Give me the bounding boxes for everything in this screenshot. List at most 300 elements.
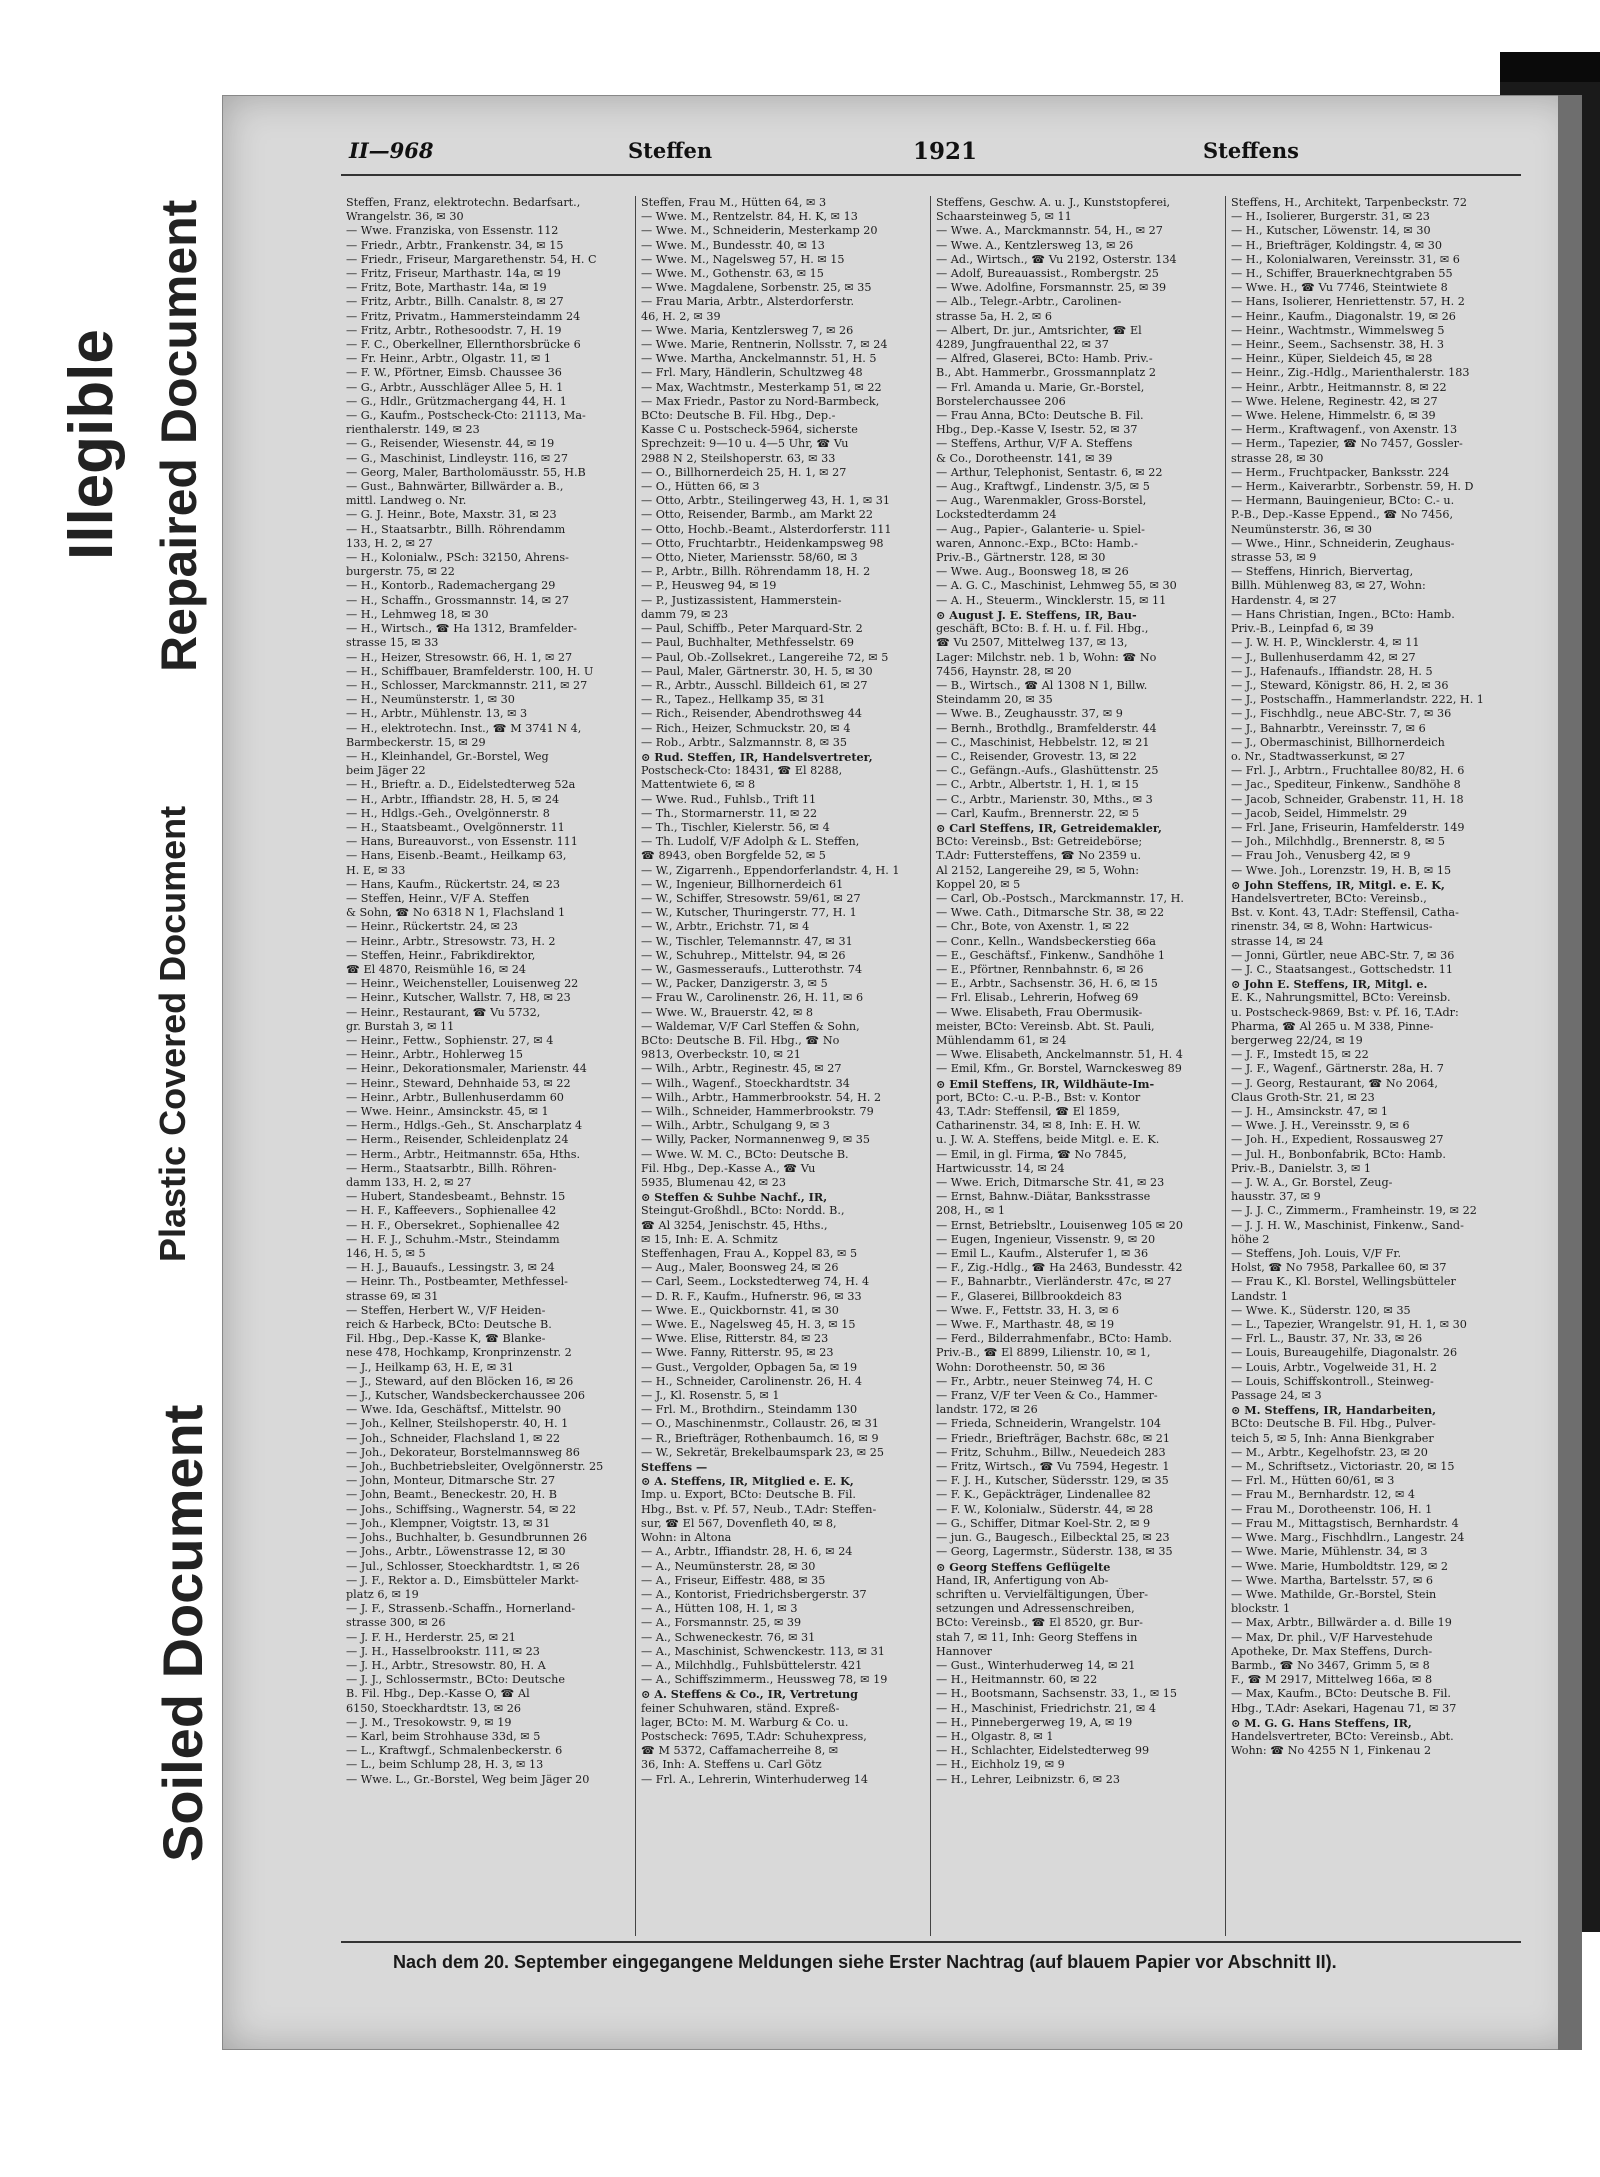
directory-entry: — Wwe. A., Kentzlersweg 13, ✉ 26: [936, 238, 1134, 252]
directory-entry: — Otto, Reisender, Barmb., am Markt 22: [641, 508, 874, 522]
running-head-right: Steffens: [1203, 138, 1299, 163]
directory-entry: — Wwe. Elisabeth, Anckelmannstr. 51, H. 4: [936, 1048, 1183, 1062]
directory-entry: — Hans, Kaufm., Rückertstr. 24, ✉ 23: [346, 877, 560, 891]
directory-entry: — Johs., Buchhalter, b. Gesundbrunnen 26: [346, 1531, 588, 1545]
directory-entry: — H., Isolierer, Burgerstr. 31, ✉ 23: [1231, 210, 1430, 224]
label-illegible: Illegible: [57, 329, 126, 560]
directory-entry: — Louis, Bureaugehilfe, Diagonalstr. 26: [1231, 1346, 1458, 1360]
directory-entry: — W., Packer, Danzigerstr. 3, ✉ 5: [641, 977, 828, 991]
directory-entry: schriften u. Vervielfältigungen, Über-: [936, 1587, 1149, 1601]
directory-entry: — Albert, Dr. jur., Amtsrichter, ☎ El: [936, 323, 1142, 337]
directory-entry: beim Jäger 22: [346, 764, 426, 778]
directory-entry: — Louis, Arbtr., Vogelweide 31, H. 2: [1231, 1360, 1438, 1374]
directory-entry: — G., Maschinist, Lindleystr. 116, ✉ 27: [346, 451, 568, 465]
directory-entry: — Franz, V/F ter Veen & Co., Hammer-: [936, 1389, 1158, 1403]
directory-entry: — Wwe. E., Nagelsweg 45, H. 3, ✉ 15: [641, 1318, 856, 1332]
directory-entry: — Wwe. Elisabeth, Frau Obermusik-: [936, 1005, 1143, 1019]
directory-entry: — Steffens, Joh. Louis, V/F Fr.: [1231, 1247, 1402, 1261]
directory-entry: — Frl. L., Baustr. 37, Nr. 33, ✉ 26: [1231, 1332, 1423, 1346]
directory-entry: — Frau W., Carolinenstr. 26, H. 11, ✉ 6: [641, 991, 864, 1005]
directory-entry: 5935, Blumenau 42, ✉ 23: [641, 1176, 786, 1190]
label-soiled-document: Soiled Document: [151, 1404, 214, 1862]
directory-entry: — Wwe. M., Schneiderin, Mesterkamp 20: [641, 224, 878, 238]
directory-entry: — Fritz, Arbtr., Rothesoodstr. 7, H. 19: [346, 323, 562, 337]
directory-entry: — H., Kolonialwaren, Vereinsstr. 31, ✉ 6: [1231, 252, 1460, 266]
directory-entry: — G., Schiffer, Ditmar Koel-Str. 2, ✉ 9: [936, 1516, 1151, 1530]
directory-entry: — Jonni, Gürtler, neue ABC-Str. 7, ✉ 36: [1231, 948, 1455, 962]
directory-entry: ⊙ August J. E. Steffens, IR, Bau-: [936, 607, 1137, 622]
directory-entry: — C., Arbtr., Marienstr. 30, Mths., ✉ 3: [936, 792, 1153, 806]
directory-entry: — Heinr., Seem., Sachsenstr. 38, H. 3: [1231, 338, 1445, 352]
directory-column-1: [341, 196, 636, 1936]
directory-entry: — Wwe. Adolfine, Forsmannstr. 25, ✉ 39: [936, 281, 1167, 295]
directory-entry: — H. J., Bauaufs., Lessingstr. 3, ✉ 24: [346, 1261, 555, 1275]
directory-entry: — Wwe. H., ☎ Vu 7746, Steintwiete 8: [1231, 281, 1448, 295]
directory-entry: platz 6, ✉ 19: [346, 1587, 419, 1601]
directory-entry: 7456, Haynstr. 28, ✉ 20: [936, 664, 1072, 678]
directory-entry: — H., Staatsarbtr., Billh. Röhrendamm: [346, 522, 566, 536]
directory-entry: — J., Postschaffn., Hammerlandstr. 222, H. 1: [1231, 693, 1484, 707]
directory-entry: — Heinr., Rückertstr. 24, ✉ 23: [346, 920, 518, 934]
directory-entry: — J., Bullenhuserdamm 42, ✉ 27: [1231, 650, 1416, 664]
directory-entry: ⊙ Steffen & Suhbe Nachf., IR,: [641, 1190, 828, 1205]
directory-entry: — Ferd., Bilderrahmenfabr., BCto: Hamb.: [936, 1332, 1172, 1346]
directory-entry: — Wilh., Arbtr., Reginestr. 45, ✉ 27: [641, 1062, 842, 1076]
directory-entry: setzungen und Adressenschreiben,: [936, 1602, 1135, 1616]
directory-entry: Barmb., ☎ No 3467, Grimm 5, ✉ 8: [1231, 1658, 1430, 1672]
directory-entry: — Wwe. K., Süderstr. 120, ✉ 35: [1231, 1303, 1411, 1317]
directory-entry: — Fr., Arbtr., neuer Steinweg 74, H. C: [936, 1374, 1153, 1388]
directory-entry: — C., Gefängn.-Aufs., Glashüttenstr. 25: [936, 764, 1159, 778]
directory-entry: Schaarsteinweg 5, ✉ 11: [936, 210, 1072, 224]
directory-entry: — Herm., Fruchtpacker, Banksstr. 224: [1231, 465, 1450, 479]
directory-entry: strasse 53, ✉ 9: [1231, 551, 1317, 565]
directory-entry: — Georg, Lagermstr., Süderstr. 138, ✉ 35: [936, 1545, 1173, 1559]
directory-entry: — Steffen, Heinr., V/F A. Steffen: [346, 891, 530, 905]
directory-entry: — L., beim Schlump 28, H. 3, ✉ 13: [346, 1758, 544, 1772]
directory-entry: — Wwe. Helene, Reginestr. 42, ✉ 27: [1231, 394, 1438, 408]
directory-entry: lager, BCto: M. M. Warburg & Co. u.: [641, 1715, 849, 1729]
directory-entry: — Frieda, Schneiderin, Wrangelstr. 104: [936, 1417, 1161, 1431]
directory-entry: — J. F., Wagenf., Gärtnerstr. 28a, H. 7: [1231, 1062, 1444, 1076]
directory-entry: ⊙ John Steffens, IR, Mitgl. e. E. K,: [1231, 877, 1445, 892]
directory-entry: — E., Arbtr., Sachsenstr. 36, H. 6, ✉ 15: [936, 977, 1158, 991]
directory-entry: Al 2152, Langereihe 29, ✉ 5, Wohn:: [936, 863, 1139, 877]
directory-entry: — Fritz, Arbtr., Billh. Canalstr. 8, ✉ 27: [346, 295, 564, 309]
directory-entry: — Paul, Ob.-Zollsekret., Langereihe 72, ✉ 5: [641, 650, 889, 664]
directory-entry: — Gust., Vergolder, Opbagen 5a, ✉ 19: [641, 1360, 858, 1374]
directory-entry: — Joh., Schneider, Flachsland 1, ✉ 22: [346, 1431, 561, 1445]
directory-entry: — Wwe. Marie, Mühlenstr. 34, ✉ 3: [1231, 1545, 1428, 1559]
directory-entry: Pharma, ☎ Al 265 u. M 338, Pinne-: [1231, 1019, 1434, 1033]
directory-entry: — Joh., Milchhdlg., Brennerstr. 8, ✉ 5: [1231, 835, 1446, 849]
directory-entry: — Alb., Telegr.-Arbtr., Carolinen-: [936, 295, 1122, 309]
directory-entry: — J., Steward, Königstr. 86, H. 2, ✉ 36: [1231, 678, 1449, 692]
directory-entry: & Sohn, ☎ No 6318 N 1, Flachsland 1: [346, 906, 566, 920]
directory-entry: — Wwe. Magdalene, Sorbenstr. 25, ✉ 35: [641, 281, 872, 295]
directory-entry: — J. F., Strassenb.-Schaffn., Hornerland-: [346, 1602, 576, 1616]
directory-entry: — H. F. J., Schuhm.-Mstr., Steindamm: [346, 1232, 560, 1246]
directory-entry: ⊙ John E. Steffens, IR, Mitgl. e.: [1231, 977, 1428, 992]
directory-entry: — Frl. M., Hütten 60/61, ✉ 3: [1231, 1474, 1395, 1488]
directory-entry: Bst. v. Kont. 43, T.Adr: Steffensil, Catha-: [1231, 906, 1459, 920]
directory-entry: — Paul, Maler, Gärtnerstr. 30, H. 5, ✉ 30: [641, 664, 873, 678]
directory-entry: Kasse C u. Postscheck-5964, sicherste: [641, 423, 858, 437]
directory-entry: — Emil, in gl. Firma, ☎ No 7845,: [936, 1147, 1127, 1161]
directory-entry: Wrangelstr. 36, ✉ 30: [346, 210, 464, 224]
directory-entry: — Jacob, Seidel, Himmelstr. 29: [1231, 806, 1407, 820]
directory-entry: — Heinr., Steward, Dehnhaide 53, ✉ 22: [346, 1076, 571, 1090]
directory-entry: — F. W., Kolonialw., Süderstr. 44, ✉ 28: [936, 1502, 1154, 1516]
directory-entry: P.-B., Dep.-Kasse Eppend., ☎ No 7456,: [1231, 508, 1454, 522]
directory-entry: — O., Maschinenmstr., Collaustr. 26, ✉ 31: [641, 1417, 879, 1431]
directory-entry: — A., Friseur, Eiffestr. 488, ✉ 35: [641, 1573, 826, 1587]
directory-entry: burgerstr. 75, ✉ 22: [346, 565, 455, 579]
directory-entry: — H. F., Obersekret., Sophienallee 42: [346, 1218, 560, 1232]
directory-entry: — A., Arbtr., Iffiandstr. 28, H. 6, ✉ 24: [641, 1545, 853, 1559]
directory-entry: Catharinenstr. 34, ✉ 8, Inh: E. H. W.: [936, 1119, 1141, 1133]
directory-entry: teich 5, ✉ 5, Inh: Anna Bienkgraber: [1231, 1431, 1434, 1445]
directory-entry: — Frau Anna, BCto: Deutsche B. Fil.: [936, 409, 1144, 423]
directory-entry: — Jul. H., Bonbonfabrik, BCto: Hamb.: [1231, 1147, 1446, 1161]
directory-entry: — H., Maschinist, Friedrichstr. 21, ✉ 4: [936, 1701, 1156, 1715]
directory-entry: BCto: Deutsche B. Fil. Hbg., Pulver-: [1231, 1417, 1436, 1431]
directory-entry: — A., Schweneckestr. 76, ✉ 31: [641, 1630, 816, 1644]
directory-entry: — Louis, Schiffskontroll., Steinweg-: [1231, 1374, 1434, 1388]
directory-entry: — Frl. Jane, Friseurin, Hamfelderstr. 149: [1231, 820, 1465, 834]
page-edge-shadow: [1558, 95, 1582, 2050]
directory-entry: — H. F., Kaffeevers., Sophienallee 42: [346, 1204, 557, 1218]
directory-entry: 208, H., ✉ 1: [936, 1204, 1005, 1218]
directory-entry: — Wwe. Fanny, Ritterstr. 95, ✉ 23: [641, 1346, 834, 1360]
directory-entry: — Max, Kaufm., BCto: Deutsche B. Fil.: [1231, 1687, 1451, 1701]
directory-entry: B., Abt. Hammerbr., Grossmannplatz 2: [936, 366, 1156, 380]
directory-entry: — A. H., Steuerm., Wincklerstr. 15, ✉ 11: [936, 593, 1167, 607]
directory-entry: — F. C., Oberkellner, Ellernthorsbrücke 6: [346, 338, 581, 352]
directory-entry: — G., Kaufm., Postscheck-Cto: 21113, Ma-: [346, 409, 586, 423]
directory-entry: — Joh. H., Expedient, Rossausweg 27: [1231, 1133, 1444, 1147]
directory-entry: — H., Kleinhandel, Gr.-Borstel, Weg: [346, 749, 549, 763]
directory-entry: — jun. G., Baugesch., Eilbecktal 25, ✉ 23: [936, 1531, 1170, 1545]
directory-entry: — Frau Maria, Arbtr., Alsterdorferstr.: [641, 295, 855, 309]
directory-entry: — Max, Wachtmstr., Mesterkamp 51, ✉ 22: [641, 380, 882, 394]
directory-entry: — R., Briefträger, Rothenbaumch. 16, ✉ 9: [641, 1431, 879, 1445]
directory-entry: — Jac., Spediteur, Finkenw., Sandhöhe 8: [1231, 778, 1461, 792]
directory-entry: — Th., Stormarnerstr. 11, ✉ 22: [641, 806, 818, 820]
directory-entry: 146, H. 5, ✉ 5: [346, 1247, 426, 1261]
directory-entry: — Wwe. F., Fettstr. 33, H. 3, ✉ 6: [936, 1303, 1119, 1317]
directory-entry: E. K., Nahrungsmittel, BCto: Vereinsb.: [1231, 991, 1451, 1005]
directory-entry: u. Postscheck-9869, Bst: v. Pf. 16, T.Adr:: [1231, 1005, 1459, 1019]
directory-entry: — Th. Ludolf, V/F Adolph & L. Steffen,: [641, 835, 860, 849]
directory-entry: — Gust., Bahnwärter, Billwärder a. B.,: [346, 480, 564, 494]
directory-entry: — H., Kontorb., Rademachergang 29: [346, 579, 556, 593]
directory-entry: — Herm., Arbtr., Heitmannstr. 65a, Hths.: [346, 1147, 580, 1161]
directory-entry: — Heinr. Th., Postbeamter, Methfessel-: [346, 1275, 568, 1289]
directory-entry: ⊙ M. G. G. Hans Steffens, IR,: [1231, 1715, 1412, 1730]
directory-entry: — Carl, Kaufm., Brennerstr. 22, ✉ 5: [936, 806, 1140, 820]
directory-entry: blockstr. 1: [1231, 1602, 1291, 1616]
directory-entry: — J. W. A., Gr. Borstel, Zeug-: [1231, 1176, 1393, 1190]
directory-entry: Postscheck-Cto: 18431, ☎ El 8288,: [641, 764, 843, 778]
directory-entry: — Otto, Hochb.-Beamt., Alsterdorferstr. 111: [641, 522, 892, 536]
directory-entry: — W., Zigarrenh., Eppendorferlandstr. 4, H. 1: [641, 863, 900, 877]
directory-entry: — Heinr., Restaurant, ☎ Vu 5732,: [346, 1005, 541, 1019]
directory-entry: — Wilh., Schneider, Hammerbrookstr. 79: [641, 1105, 874, 1118]
directory-entry: ⊙ A. Steffens & Co., IR, Vertretung: [641, 1687, 859, 1702]
directory-entry: — Hubert, Standesbeamt., Behnstr. 15: [346, 1190, 566, 1204]
directory-entry: Lockstedterdamm 24: [936, 508, 1057, 522]
directory-entry: — Heinr., Dekorationsmaler, Marienstr. 44: [346, 1062, 587, 1076]
directory-entry: — Friedr., Arbtr., Frankenstr. 34, ✉ 15: [346, 238, 564, 252]
directory-entry: waren, Annonc.-Exp., BCto: Hamb.-: [936, 536, 1138, 550]
directory-entry: — W., Schuhrep., Mittelstr. 94, ✉ 26: [641, 948, 846, 962]
directory-entry: — H., Bootsmann, Sachsenstr. 33, 1., ✉ 15: [936, 1687, 1178, 1701]
directory-entry: Lager: Milchstr. neb. 1 b, Wohn: ☎ No: [936, 650, 1157, 664]
directory-entry: — Heinr., Arbtr., Stresowstr. 73, H. 2: [346, 934, 556, 948]
directory-entry: BCto: Deutsche B. Fil. Hbg., Dep.-: [641, 409, 836, 423]
directory-entry: — Ad., Wirtsch., ☎ Vu 2192, Osterstr. 134: [936, 252, 1177, 266]
directory-entry: — P., Heusweg 94, ✉ 19: [641, 579, 777, 593]
directory-entry: — Aug., Warenmakler, Gross-Borstel,: [936, 494, 1147, 508]
directory-entry: — H., Heitmannstr. 60, ✉ 22: [936, 1673, 1098, 1687]
directory-entry: — Frl. Elisab., Lehrerin, Hofweg 69: [936, 991, 1139, 1005]
directory-entry: Hannover: [936, 1644, 992, 1658]
directory-entry: Barmbeckerstr. 15, ✉ 29: [346, 735, 486, 749]
directory-entry: — W., Gasmesseraufs., Lutterothstr. 74: [641, 962, 863, 976]
directory-entry: — Wwe. M., Nagelsweg 57, H. ✉ 15: [641, 252, 845, 266]
directory-entry: — J. H., Arbtr., Stresowstr. 80, H. A: [346, 1658, 546, 1672]
directory-entry: — Heinr., Küper, Sieldeich 45, ✉ 28: [1231, 352, 1433, 366]
directory-entry: — Hans, Eisenb.-Beamt., Heilkamp 63,: [346, 849, 567, 863]
directory-entry: — F., Glaserei, Billbrookdeich 83: [936, 1289, 1122, 1303]
directory-entry: — H., elektrotechn. Inst., ☎ M 3741 N 4,: [346, 721, 582, 735]
directory-entry: — Wwe. M., Gothenstr. 63, ✉ 15: [641, 267, 824, 281]
directory-entry: hausstr. 37, ✉ 9: [1231, 1190, 1321, 1204]
directory-entry: feiner Schuhwaren, ständ. Expreß-: [641, 1701, 840, 1715]
directory-entry: — B., Wirtsch., ☎ Al 1308 N 1, Billw.: [936, 678, 1148, 692]
directory-entry: — Frl. M., Brothdirn., Steindamm 130: [641, 1403, 858, 1417]
directory-entry: Hbg., T.Adr: Asekari, Hagenau 71, ✉ 37: [1231, 1701, 1457, 1715]
directory-column-3: [931, 196, 1226, 1936]
directory-entry: Steffens —: [641, 1460, 708, 1475]
directory-entry: — Wwe. Helene, Himmelstr. 6, ✉ 39: [1231, 409, 1436, 423]
directory-entry: — J., Hafenaufs., Iffiandstr. 28, H. 5: [1231, 664, 1433, 678]
directory-entry: damm 133, H. 2, ✉ 27: [346, 1176, 472, 1190]
directory-entry: — G., Reisender, Wiesenstr. 44, ✉ 19: [346, 437, 555, 451]
directory-entry: Fil. Hbg., Dep.-Kasse A., ☎ Vu: [641, 1161, 816, 1175]
directory-entry: ⊙ Emil Steffens, IR, Wildhäute-Im-: [936, 1076, 1155, 1091]
directory-entry: — A., Forsmannstr. 25, ✉ 39: [641, 1616, 802, 1630]
directory-entry: — Rob., Arbtr., Salzmannstr. 8, ✉ 35: [641, 735, 847, 749]
directory-entry: — Wwe. M., Bundesstr. 40, ✉ 13: [641, 238, 825, 252]
directory-entry: — J. F., Imstedt 15, ✉ 22: [1231, 1048, 1369, 1062]
directory-column-4: [1226, 196, 1521, 1936]
directory-entry: — E., Geschäftsf., Finkenw., Sandhöhe 1: [936, 948, 1166, 962]
directory-entry: Holst, ☎ No 7958, Parkallee 60, ✉ 37: [1231, 1261, 1447, 1275]
directory-entry: — H., Pinnebergerweg 19, A, ✉ 19: [936, 1715, 1133, 1729]
directory-entry: ⊙ Carl Steffens, IR, Getreidemakler,: [936, 820, 1162, 835]
directory-entry: — Heinr., Wachtmstr., Wimmelsweg 5: [1231, 323, 1445, 337]
directory-entry: sur, ☎ El 567, Dovenfleth 40, ✉ 8,: [641, 1516, 837, 1530]
directory-entry: ☎ Vu 2507, Mittelweg 137, ✉ 13,: [936, 636, 1128, 650]
directory-entry: — Steffen, Heinr., Fabrikdirektor,: [346, 948, 536, 962]
directory-entry: — Johs., Arbtr., Löwenstrasse 12, ✉ 30: [346, 1545, 566, 1559]
directory-entry: Hand, IR, Anfertigung von Ab-: [936, 1573, 1109, 1587]
page-header: [223, 138, 1579, 178]
directory-entry: stah 7, ✉ 11, Inh: Georg Steffens in: [936, 1630, 1138, 1644]
directory-entry: — H., Eichholz 19, ✉ 9: [936, 1758, 1065, 1772]
directory-entry: — F. K., Gepäckträger, Lindenallee 82: [936, 1488, 1151, 1502]
directory-entry: ⊙ M. Steffens, IR, Handarbeiten,: [1231, 1403, 1437, 1418]
directory-entry: — W., Kutscher, Thuringerstr. 77, H. 1: [641, 906, 857, 920]
running-head-left: Steffen: [628, 138, 713, 163]
directory-entry: — Eugen, Ingenieur, Vissenstr. 9, ✉ 20: [936, 1232, 1156, 1246]
directory-entry: gr. Burstah 3, ✉ 11: [346, 1019, 455, 1033]
directory-entry: — P., Arbtr., Billh. Röhrendamm 18, H. 2: [641, 565, 871, 579]
directory-entry: — J., Bahnarbtr., Vereinsstr. 7, ✉ 6: [1231, 721, 1426, 735]
directory-entry: — J. C., Staatsangest., Gottschedstr. 11: [1231, 962, 1453, 976]
directory-entry: F., ☎ M 2917, Mittelweg 166a, ✉ 8: [1231, 1673, 1433, 1687]
directory-entry: — H., Schneider, Carolinenstr. 26, H. 4: [641, 1374, 863, 1388]
directory-entry: — Wwe. Marie, Humboldtstr. 129, ✉ 2: [1231, 1559, 1449, 1573]
directory-entry: — Wwe. Maria, Kentzlersweg 7, ✉ 26: [641, 323, 854, 337]
directory-entry: — Hans Christian, Ingen., BCto: Hamb.: [1231, 607, 1455, 621]
directory-entry: o. Nr., Stadtwasserkunst, ✉ 27: [1231, 749, 1406, 763]
directory-entry: — Wwe. Elise, Ritterstr. 84, ✉ 23: [641, 1332, 829, 1346]
directory-entry: Wohn: in Altona: [641, 1531, 732, 1545]
directory-entry: — Ernst, Bahnw.-Diätar, Banksstrasse: [936, 1190, 1151, 1204]
directory-entry: — Wwe. F., Marthastr. 48, ✉ 19: [936, 1318, 1115, 1332]
directory-entry: — J., Heilkamp 63, H. E, ✉ 31: [346, 1360, 514, 1374]
directory-entry: Priv.-B., ☎ El 8899, Lilienstr. 10, ✉ 1,: [936, 1346, 1151, 1360]
directory-entry: — Fritz, Friseur, Marthastr. 14a, ✉ 19: [346, 267, 561, 281]
directory-entry: — H., Schiffbauer, Bramfelderstr. 100, H. U: [346, 664, 594, 678]
directory-entry: — Gust., Winterhuderweg 14, ✉ 21: [936, 1658, 1136, 1672]
directory-column-2: [636, 196, 931, 1936]
directory-entry: strasse 14, ✉ 24: [1231, 934, 1324, 948]
directory-entry: — J. W. H. P., Wincklerstr. 4, ✉ 11: [1231, 636, 1420, 650]
directory-entry: — Wwe. Cath., Ditmarsche Str. 38, ✉ 22: [936, 906, 1165, 920]
directory-entry: BCto: Deutsche B. Fil. Hbg., ☎ No: [641, 1033, 840, 1047]
directory-entry: — Heinr., Weichensteller, Louisenweg 22: [346, 977, 579, 991]
directory-entry: Steffen, Franz, elektrotechn. Bedarfsart.,: [346, 196, 581, 209]
directory-entry: 43, T.Adr: Steffensil, ☎ El 1859,: [936, 1105, 1121, 1118]
directory-entry: Hardenstr. 4, ✉ 27: [1231, 593, 1337, 607]
directory-entry: — Wwe. A., Marckmannstr. 54, H., ✉ 27: [936, 224, 1163, 238]
directory-entry: u. J. W. A. Steffens, beide Mitgl. e. E. K.: [936, 1133, 1160, 1147]
directory-entry: 2988 N 2, Steilshoperstr. 63, ✉ 33: [641, 451, 836, 465]
directory-entry: — G. J. Heinr., Bote, Maxstr. 31, ✉ 23: [346, 508, 557, 522]
directory-entry: — John, Beamt., Beneckestr. 20, H. B: [346, 1488, 558, 1502]
directory-entry: H. E, ✉ 33: [346, 863, 406, 877]
directory-entry: — Heinr., Fettw., Sophienstr. 27, ✉ 4: [346, 1033, 554, 1047]
directory-entry: — A., Hütten 108, H. 1, ✉ 3: [641, 1602, 798, 1616]
directory-entry: — H., Schlachter, Eidelstedterweg 99: [936, 1744, 1150, 1758]
directory-entry: — Herm., Kaiverarbtr., Sorbenstr. 59, H. D: [1231, 480, 1474, 494]
directory-entry: Billh. Mühlenweg 83, ✉ 27, Wohn:: [1231, 579, 1426, 593]
directory-entry: — Friedr., Friseur, Margarethenstr. 54, H. C: [346, 252, 597, 266]
directory-entry: 6150, Stoeckhardtstr. 13, ✉ 26: [346, 1701, 522, 1715]
directory-entry: — H., Hdlgs.-Geh., Ovelgönnerstr. 8: [346, 806, 550, 820]
directory-entry: — Joh., Dekorateur, Borstelmannsweg 86: [346, 1445, 580, 1459]
directory-entry: — Frau M., Bernhardstr. 12, ✉ 4: [1231, 1488, 1416, 1502]
directory-entry: — J. H., Amsinckstr. 47, ✉ 1: [1231, 1105, 1389, 1118]
directory-entry: — H., Kolonialw., PSch: 32150, Ahrens-: [346, 551, 569, 565]
directory-entry: — H., Schaffn., Grossmannstr. 14, ✉ 27: [346, 593, 569, 607]
directory-entry: — P., Justizassistent, Hammerstein-: [641, 593, 842, 607]
directory-entry: meister, BCto: Vereinsb. Abt. St. Pauli,: [936, 1019, 1155, 1033]
directory-entry: — J., Kl. Rosenstr. 5, ✉ 1: [641, 1389, 780, 1403]
directory-entry: — Wwe. W., Brauerstr. 42, ✉ 8: [641, 1005, 814, 1019]
directory-entry: — H., Schlosser, Marckmannstr. 211, ✉ 27: [346, 678, 588, 692]
directory-entry: — H., Staatsbeamt., Ovelgönnerstr. 11: [346, 820, 565, 834]
directory-entry: Neumünsterstr. 36, ✉ 30: [1231, 522, 1372, 536]
directory-entry: — Frau M., Dorotheenstr. 106, H. 1: [1231, 1502, 1433, 1516]
directory-entry: bergerweg 22/24, ✉ 19: [1231, 1033, 1363, 1047]
directory-entry: Mühlendamm 61, ✉ 24: [936, 1033, 1067, 1047]
directory-entry: — J., Steward, auf den Blöcken 16, ✉ 26: [346, 1374, 574, 1388]
directory-entry: — Wwe. W. M. C., BCto: Deutsche B.: [641, 1147, 849, 1161]
directory-entry: Wohn: ☎ No 4255 N 1, Finkenau 2: [1231, 1744, 1432, 1758]
directory-entry: — Fritz, Schuhm., Billw., Neuedeich 283: [936, 1445, 1166, 1459]
directory-entry: — M., Schriftsetz., Victoriastr. 20, ✉ 15: [1231, 1460, 1455, 1474]
directory-entry: — Wwe. Aug., Boonsweg 18, ✉ 26: [936, 565, 1129, 579]
directory-entry: — Paul, Schiffb., Peter Marquard-Str. 2: [641, 622, 863, 636]
directory-entry: ☎ M 5372, Caffamacherreihe 8, ✉: [641, 1744, 839, 1758]
label-repaired-document: Repaired Document: [151, 199, 207, 672]
directory-entry: — Max, Dr. phil., V/F Harvestehude: [1231, 1630, 1433, 1644]
directory-entry: ☎ 8943, oben Borgfelde 52, ✉ 5: [641, 849, 826, 863]
directory-entry: strasse 15, ✉ 33: [346, 636, 439, 650]
directory-entry: Hbg., Bst. v. Pf. 57, Neub., T.Adr: Steffen-: [641, 1502, 877, 1516]
directory-entry: — Otto, Fruchtarbtr., Heidenkampsweg 98: [641, 536, 884, 550]
directory-entry: — Fritz, Wirtsch., ☎ Vu 7594, Hegestr. 1: [936, 1460, 1170, 1474]
directory-entry: Wohn: Dorotheenstr. 50, ✉ 36: [936, 1360, 1106, 1374]
directory-entry: — Conr., Kelln., Wandsbeckerstieg 66a: [936, 934, 1156, 948]
directory-entry: — Steffens, Arthur, V/F A. Steffens: [936, 437, 1133, 451]
directory-entry: — H., Schiffer, Brauerknechtgraben 55: [1231, 267, 1453, 281]
directory-entry: — J. F., Rektor a. D., Eimsbütteler Markt-: [346, 1573, 579, 1587]
directory-entry: Koppel 20, ✉ 5: [936, 877, 1021, 891]
directory-entry: rienthalerstr. 149, ✉ 23: [346, 423, 480, 437]
directory-entry: BCto: Vereinsb., ☎ El 8520, gr. Bur-: [936, 1616, 1143, 1630]
directory-entry: — Arthur, Telephonist, Sentastr. 6, ✉ 22: [936, 465, 1163, 479]
directory-entry: — Joh., Kellner, Steilshoperstr. 40, H. 1: [346, 1417, 569, 1431]
directory-entry: — Wwe. Marie, Rentnerin, Nollsstr. 7, ✉ 24: [641, 338, 888, 352]
directory-entry: — Johs., Schiffsing., Wagnerstr. 54, ✉ 22: [346, 1502, 577, 1516]
directory-entry: Apotheke, Dr. Max Steffens, Durch-: [1231, 1644, 1433, 1658]
directory-entry: — Jacob, Schneider, Grabenstr. 11, H. 18: [1231, 792, 1464, 806]
directory-entry: — Hans, Bureauvorst., von Essenstr. 111: [346, 835, 578, 849]
directory-entry: — Herm., Tapezier, ☎ No 7457, Gossler-: [1231, 437, 1463, 451]
directory-entry: — J. M., Tresokowstr. 9, ✉ 19: [346, 1715, 512, 1729]
directory-entry: — M., Arbtr., Kegelhofstr. 23, ✉ 20: [1231, 1445, 1428, 1459]
directory-entry: strasse 69, ✉ 31: [346, 1289, 439, 1303]
directory-entry: Fil. Hbg., Dep.-Kasse K, ☎ Blanke-: [346, 1332, 546, 1346]
footer-rule: [341, 1941, 1521, 1943]
directory-entry: — H., Lehrer, Leibnizstr. 6, ✉ 23: [936, 1772, 1120, 1786]
page-number: II—968: [349, 138, 434, 163]
directory-columns: [341, 196, 1521, 1936]
directory-entry: — J., Kutscher, Wandsbeckerchaussee 206: [346, 1389, 585, 1403]
directory-entry: — G., Arbtr., Ausschläger Allee 5, H. 1: [346, 380, 564, 394]
directory-entry: — Hermann, Bauingenieur, BCto: C.- u.: [1231, 494, 1455, 508]
directory-entry: Landstr. 1: [1231, 1289, 1289, 1303]
directory-entry: — Wwe. B., Zeughausstr. 37, ✉ 9: [936, 707, 1123, 721]
directory-entry: — W., Tischler, Telemannstr. 47, ✉ 31: [641, 934, 853, 948]
directory-entry: Priv.-B., Danielstr. 3, ✉ 1: [1231, 1161, 1372, 1175]
